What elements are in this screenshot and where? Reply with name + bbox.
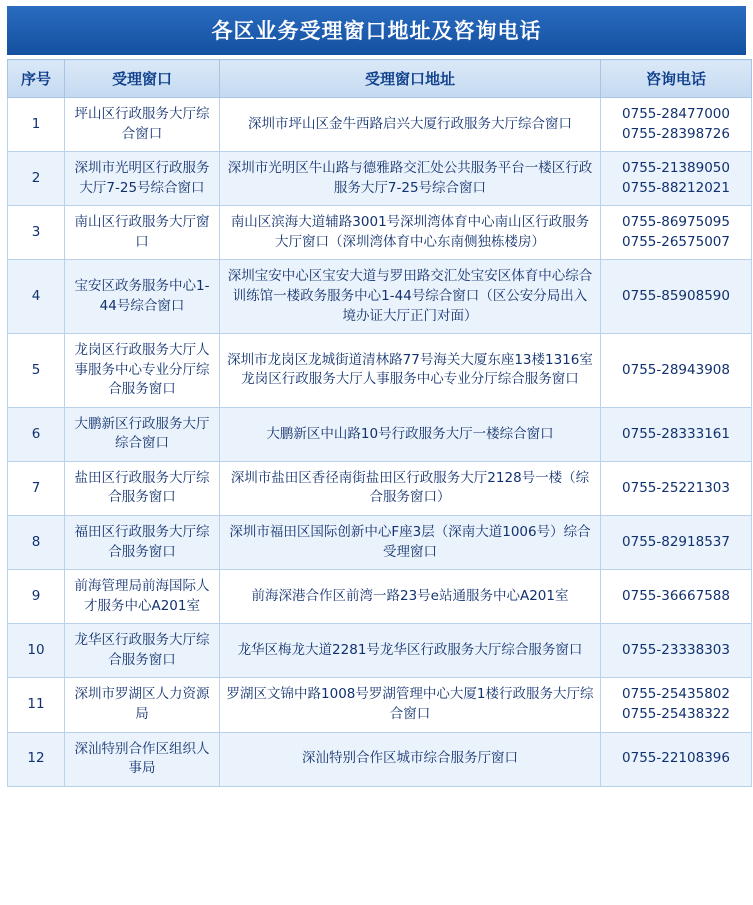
- cell-window: 深汕特别合作区组织人事局: [65, 732, 220, 786]
- table-row: [8, 516, 752, 570]
- cell-no: 5: [8, 334, 65, 408]
- cell-no: 9: [8, 570, 65, 624]
- cell-no: 3: [8, 206, 65, 260]
- phone-number: 0755-21389050: [622, 160, 730, 177]
- cell-phone: [601, 206, 752, 260]
- cell-window: 前海管理局前海国际人才服务中心A201室: [65, 570, 220, 624]
- phone-number: 0755-28477000: [622, 106, 730, 122]
- address-table: [7, 59, 752, 787]
- table-row: [8, 98, 752, 152]
- cell-phone: [601, 570, 752, 624]
- cell-window: 盐田区行政服务大厅综合服务窗口: [65, 461, 220, 515]
- phone-number: 0755-86975095: [622, 214, 730, 231]
- table-row: [8, 152, 752, 206]
- table-row: [8, 732, 752, 786]
- page-title: 各区业务受理窗口地址及咨询电话: [7, 6, 746, 55]
- cell-no: 11: [8, 678, 65, 732]
- cell-address: 深汕特别合作区城市综合服务厅窗口: [220, 732, 601, 786]
- cell-no: 8: [8, 516, 65, 570]
- cell-window: 坪山区行政服务大厅综合窗口: [65, 98, 220, 152]
- phone-number: 0755-28333161: [622, 425, 730, 442]
- table-header-row: [8, 60, 752, 98]
- phone-number: 0755-28943908: [622, 361, 730, 378]
- cell-address: 深圳宝安中心区宝安大道与罗田路交汇处宝安区体育中心综合训练馆一楼政务服务中心1-44号综合窗口（区公安分局出入境办证大厅正门对面）: [220, 260, 601, 334]
- phone-number: 0755-25435802: [622, 686, 730, 703]
- table-row: [8, 624, 752, 678]
- table-body: [8, 98, 752, 787]
- cell-window: 福田区行政服务大厅综合服务窗口: [65, 516, 220, 570]
- phone-number: 0755-36667588: [622, 587, 730, 604]
- phone-number: 0755-28398726: [622, 125, 730, 142]
- cell-phone: [601, 516, 752, 570]
- cell-address: 深圳市光明区牛山路与德雅路交汇处公共服务平台一楼区行政服务大厅7-25号综合窗口: [220, 152, 601, 206]
- column-header-no: 序号: [8, 60, 65, 98]
- column-header-phone: 咨询电话: [601, 60, 752, 98]
- cell-no: 2: [8, 152, 65, 206]
- cell-no: 10: [8, 624, 65, 678]
- table-row: [8, 570, 752, 624]
- phone-number: 0755-88212021: [622, 179, 730, 196]
- cell-address: 龙华区梅龙大道2281号龙华区行政服务大厅综合服务窗口: [220, 624, 601, 678]
- phone-number: 0755-85908590: [622, 287, 730, 304]
- phone-number: 0755-22108396: [622, 750, 730, 767]
- cell-phone: [601, 461, 752, 515]
- phone-number: 0755-25438322: [622, 705, 730, 722]
- cell-address: 南山区滨海大道辅路3001号深圳湾体育中心南山区行政服务大厅窗口（深圳湾体育中心东南侧独栋楼房）: [220, 206, 601, 260]
- table-row: [8, 260, 752, 334]
- cell-address: 大鹏新区中山路10号行政服务大厅一楼综合窗口: [220, 407, 601, 461]
- cell-phone: [601, 678, 752, 732]
- phone-number: 0755-26575007: [622, 233, 730, 250]
- cell-no: 1: [8, 98, 65, 152]
- cell-address: 前海深港合作区前湾一路23号e站通服务中心A201室: [220, 570, 601, 624]
- cell-phone: [601, 624, 752, 678]
- cell-address: 深圳市龙岗区龙城街道清林路77号海关大厦东座13楼1316室龙岗区行政服务大厅人事服务中心专业分厅综合服务窗口: [220, 334, 601, 408]
- cell-window: 深圳市光明区行政服务大厅7-25号综合窗口: [65, 152, 220, 206]
- cell-no: 6: [8, 407, 65, 461]
- cell-window: 南山区行政服务大厅窗口: [65, 206, 220, 260]
- phone-number: 0755-23338303: [622, 642, 730, 659]
- cell-window: 龙岗区行政服务大厅人事服务中心专业分厅综合服务窗口: [65, 334, 220, 408]
- column-header-window: 受理窗口: [65, 60, 220, 98]
- cell-window: 大鹏新区行政服务大厅综合窗口: [65, 407, 220, 461]
- cell-window: 宝安区政务服务中心1-44号综合窗口: [65, 260, 220, 334]
- table-row: [8, 461, 752, 515]
- cell-phone: [601, 334, 752, 408]
- cell-no: 12: [8, 732, 65, 786]
- phone-number: 0755-25221303: [622, 479, 730, 496]
- cell-address: 深圳市福田区国际创新中心F座3层（深南大道1006号）综合受理窗口: [220, 516, 601, 570]
- cell-address: 深圳市坪山区金牛西路启兴大厦行政服务大厅综合窗口: [220, 98, 601, 152]
- cell-no: 4: [8, 260, 65, 334]
- table-row: [8, 407, 752, 461]
- cell-phone: [601, 407, 752, 461]
- cell-address: 深圳市盐田区香径南街盐田区行政服务大厅2128号一楼（综合服务窗口）: [220, 461, 601, 515]
- phone-number: 0755-82918537: [622, 533, 730, 550]
- cell-phone: [601, 732, 752, 786]
- cell-phone: [601, 152, 752, 206]
- cell-window: 龙华区行政服务大厅综合服务窗口: [65, 624, 220, 678]
- cell-phone: [601, 260, 752, 334]
- table-row: [8, 334, 752, 408]
- cell-no: 7: [8, 461, 65, 515]
- cell-address: 罗湖区文锦中路1008号罗湖管理中心大厦1楼行政服务大厅综合窗口: [220, 678, 601, 732]
- table-row: [8, 206, 752, 260]
- cell-window: 深圳市罗湖区人力资源局: [65, 678, 220, 732]
- cell-phone: [601, 98, 752, 152]
- table-row: [8, 678, 752, 732]
- column-header-address: 受理窗口地址: [220, 60, 601, 98]
